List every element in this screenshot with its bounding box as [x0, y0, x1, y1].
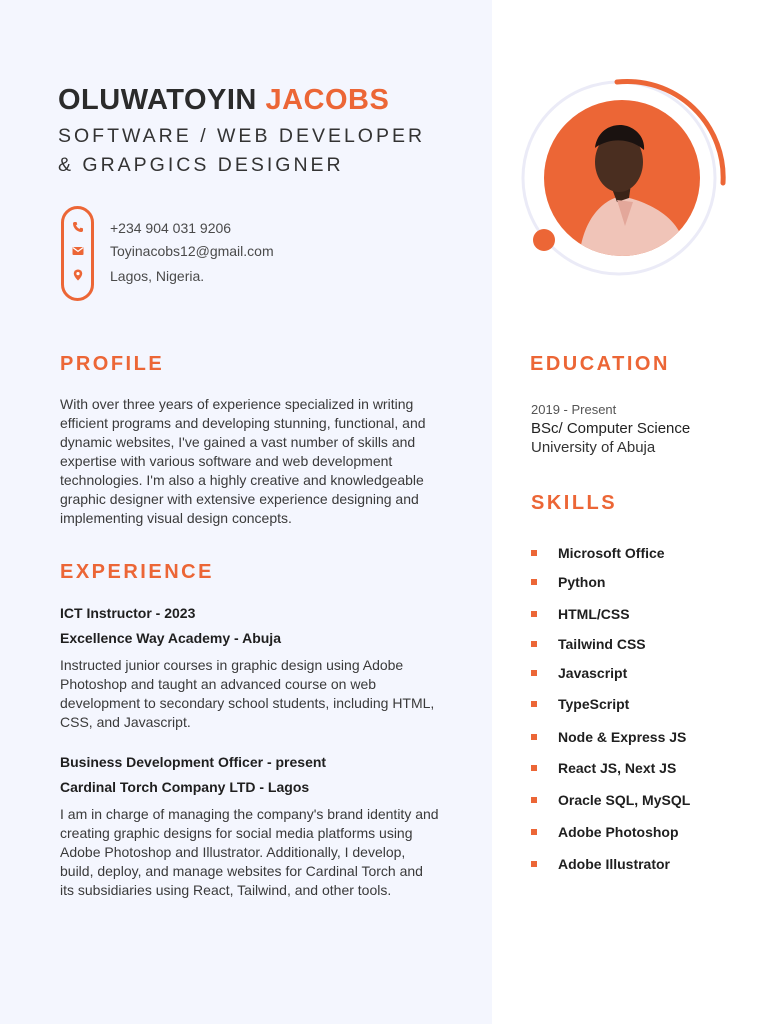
bullet-icon: [531, 670, 537, 676]
profile-text: With over three years of experience specialized in writing efficient programs and developing stunning, functional, and dynamic websites, I've gained a vast number of skills and expertise with various software and web development technologies. I'm also a highly creative and knowledgeable graphic designer with extensive experience designing and implementing visual design concepts.: [60, 396, 426, 526]
location-pin-icon: [72, 269, 84, 281]
mail-icon: [72, 245, 84, 257]
bullet-icon: [531, 611, 537, 617]
phone-icon: [72, 221, 84, 233]
bullet-icon: [531, 797, 537, 803]
profile-photo: [517, 78, 729, 278]
profile-heading: PROFILE: [60, 353, 165, 375]
education-date: 2019 - Present: [531, 402, 617, 417]
bullet-icon: [531, 579, 537, 585]
job-2-description: I am in charge of managing the company's brand identity and creating graphic designs for social media platforms using Adobe Photoshop and Illustrator. Additionally, I develop, build, deploy, and manage websites for Cardinal Torch and its subsidiaries using React, Tailwind, and other tools.: [60, 806, 439, 898]
contact-icon-pill: [61, 206, 94, 301]
bullet-icon: [531, 701, 537, 707]
education-degree: BSc/ Computer Science: [531, 420, 691, 437]
job-title-line-1: SOFTWARE / WEB DEVELOPER: [58, 125, 426, 147]
job-title-line-2: & GRAPGICS DESIGNER: [58, 154, 344, 176]
job-1-role: ICT Instructor - 2023: [60, 605, 196, 621]
job-2-company: Cardinal Torch Company LTD - Lagos: [60, 779, 310, 795]
bullet-icon: [531, 641, 537, 647]
bullet-icon: [531, 550, 537, 556]
job-1-description: Instructed junior courses in graphic design using Adobe Photoshop and taught an advanced course on web development to secondary school students, including HTML, CSS, and Javascript.: [60, 657, 435, 730]
contact-location: Lagos, Nigeria.: [110, 268, 205, 284]
bullet-icon: [531, 734, 537, 740]
full-name: [58, 84, 389, 117]
experience-heading: EXPERIENCE: [60, 561, 214, 583]
skills-heading: SKILLS: [531, 492, 618, 514]
job-1-company: Excellence Way Academy - Abuja: [60, 630, 281, 646]
education-heading: EDUCATION: [530, 353, 670, 375]
avatar: [517, 78, 729, 278]
last-name: JACOBS: [265, 84, 390, 116]
first-name: OLUWATOYIN: [58, 84, 257, 116]
bullet-icon: [531, 829, 537, 835]
bullet-icon: [531, 765, 537, 771]
education-school: University of Abuja: [531, 439, 656, 456]
contact-phone: +234 904 031 9206: [110, 220, 232, 236]
job-2-role: Business Development Officer - present: [60, 754, 327, 770]
bullet-icon: [531, 861, 537, 867]
contact-email: Toyinacobs12@gmail.com: [110, 243, 274, 259]
